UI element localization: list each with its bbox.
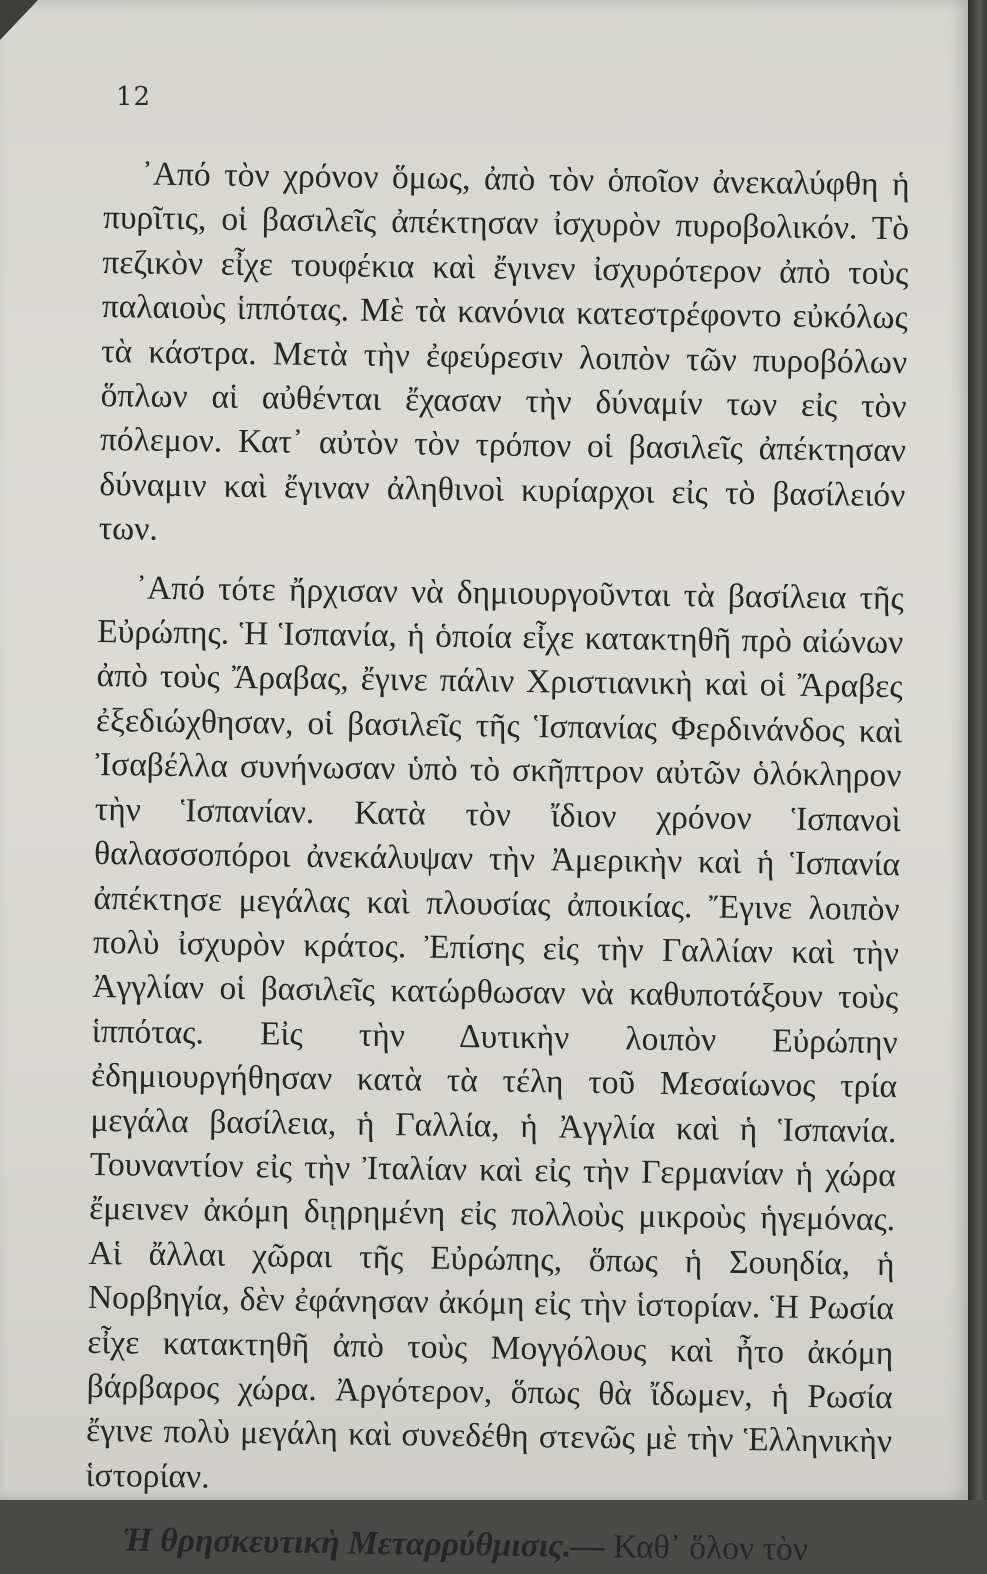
page-number: 12 bbox=[116, 82, 152, 112]
section-continuation: Καθ᾿ ὅλον τὸν bbox=[604, 1528, 809, 1569]
paragraph-reformation-start bbox=[84, 1518, 891, 1574]
paragraph-firearms: ᾿Από τὸν χρόνον ὅμως, ἀπὸ τὸν ὁποῖον ἀνεκαλύφθη ἡ πυρῖτις, οἱ βασιλεῖς ἀπέκτησαν ἰσχυρὸν πυροβολικόν. Τὸ πεζικὸν εἶχε τουφέκια καὶ ἔγινεν ἰσχυρότερον ἀπὸ τοὺς παλαιοὺς ἱππότας. Μὲ τὰ κανόνια κατεστρέφοντο εὐκόλως τὰ κάστρα. Μετὰ τὴν ἐφεύρεσιν λοιπὸν τῶν πυροβόλων ὅπλων αἱ αὐθένται ἔχασαν τὴν δύναμίν των εἰς τὸν πόλεμον. Κατ᾿ αὐτὸν τὸν τρόπον οἱ βασιλεῖς ἀπέκτησαν δύναμιν καὶ ἔγιναν ἀληθινοὶ κυρίαρχοι εἰς τὸ βασίλειόν των. bbox=[98, 155, 910, 549]
section-heading: Ἡ θρησκευτικὴ Μεταρρύθμισις.— bbox=[122, 1521, 606, 1566]
body-text bbox=[84, 152, 910, 1574]
page-edge-shadow bbox=[968, 0, 987, 1500]
paragraph-kingdoms: ᾿Από τότε ἤρχισαν νὰ δημιουργοῦνται τὰ βασίλεια τῆς Εὐρώπης. Ἡ Ἱσπανία, ἡ ὁποία εἶχε κατακτηθῆ πρὸ αἰώνων ἀπὸ τοὺς Ἄραβας, ἔγινε πάλιν Χριστιανικὴ καὶ οἱ Ἄραβες ἐξεδιώχθησαν, οἱ βασιλεῖς τῆς Ἱσπανίας Φερδινάνδος καὶ Ἰσαβέλλα συνήνωσαν ὑπὸ τὸ σκῆπτρον αὐτῶν ὁλόκληρον τὴν Ἱσπανίαν. Κατὰ τὸν ἴδιον χρόνον Ἱσπανοὶ θαλασσοπόροι ἀνεκάλυψαν τὴν Ἀμερικὴν καὶ ἡ Ἱσπανία ἀπέκτησε μεγάλας καὶ πλουσίας ἀποικίας. Ἔγινε λοιπὸν πολὺ ἰσχυρὸν κράτος. Ἐπίσης εἰς τὴν Γαλλίαν καὶ τὴν Ἀγγλίαν οἱ βασιλεῖς κατώρθωσαν νὰ καθυποτάξουν τοὺς ἱππότας. Εἰς τὴν Δυτικὴν λοιπὸν Εὐρώπην ἐδημιουργήθησαν κατὰ τὰ τέλη τοῦ Μεσαίωνος τρία μεγάλα βασίλεια, ἡ Γαλλία, ἡ Ἀγγλία καὶ ἡ Ἱσπανία. Τουναντίον εἰς τὴν Ἰταλίαν καὶ εἰς τὴν Γερμανίαν ἡ χώρα ἔμεινεν ἀκόμη διῃρημένη εἰς πολλοὺς μικροὺς ἡγεμόνας. Αἱ ἄλλαι χῶραι τῆς Εὐρώπης, ὅπως ἡ Σουηδία, ἡ Νορβηγία, δὲν ἐφάνησαν ἀκόμη εἰς τὴν ἱστορίαν. Ἡ Ρωσία εἶχε κατακτηθῆ ἀπὸ τοὺς Μογγόλους καὶ ἦτο ἀκόμη βάρβαρος χώρα. Ἀργότερον, ὅπως θὰ ἴδωμεν, ἡ Ρωσία ἔγινε πολὺ μεγάλη καὶ συνεδέθη στενῶς μὲ τὴν Ἑλληνικὴν ἱστορίαν. bbox=[85, 569, 905, 1496]
